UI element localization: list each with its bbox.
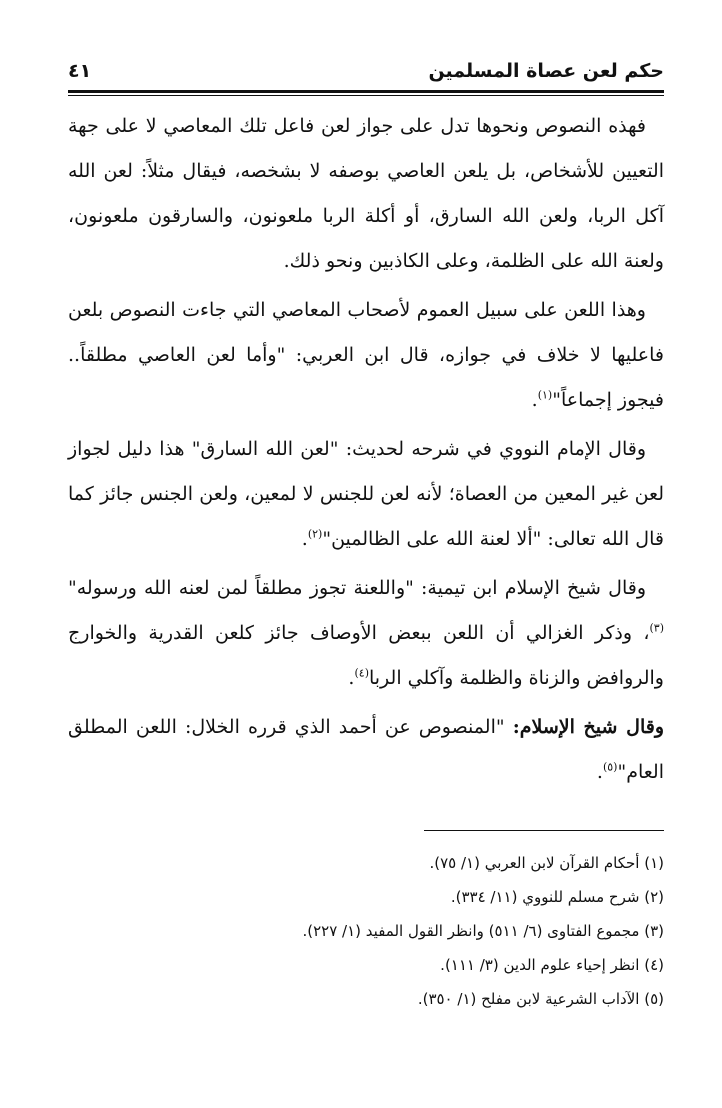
main-text [68, 104, 664, 799]
paragraph-5: وقال شيخ الإسلام: "المنصوص عن أحمد الذي قرره الخلال: اللعن المطلق العام"$^{(٥)}$. [68, 716, 664, 783]
footnote-ref-3[interactable]: (٣) [649, 621, 664, 635]
footnote-ref-1[interactable]: (١) [537, 388, 553, 402]
running-title: حكم لعن عصاة المسلمين [428, 60, 664, 82]
footnote-ref-2[interactable]: (٢) [307, 527, 323, 541]
paragraph-1: فهذه النصوص ونحوها تدل على جواز لعن فاعل تلك المعاصي لا على جهة التعيين للأشخاص، بل يلعن العاصي بوصفه لا بشخصه، فيقال مثلاً: لعن الله آكل الربا، ولعن الله السارق، أو أكلة الربا ملعونون، والسارقون ملعونون، ولعنة الله على الظلمة، وعلى الكاذبين ونحو ذلك. [68, 115, 664, 272]
footnote-2: (٢) شرح مسلم للنووي (١١/ ٣٣٤). [450, 888, 664, 906]
footnote-1: (١) أحكام القرآن لابن العربي (١/ ٧٥). [429, 854, 664, 872]
footnote-4: (٤) انظر إحياء علوم الدين (٣/ ١١١). [440, 956, 664, 974]
footnote-3: (٣) مجموع الفتاوى (٦/ ٥١١) وانظر القول المفيد (١/ ٢٢٧). [302, 922, 664, 940]
page-header [68, 58, 664, 92]
footnotes [68, 846, 664, 1016]
paragraph-4: وقال شيخ الإسلام ابن تيمية: "واللعنة تجوز مطلقاً لمن لعنه الله ورسوله"$^{(٣)}$، وذكر الغزالي أن اللعن ببعض الأوصاف جائز كلعن القدرية والخوارج والروافض والزناة والظلمة وآكلي الربا$^{(٤)}$. [68, 577, 664, 689]
footnote-separator [424, 830, 664, 831]
paragraph-2: وهذا اللعن على سبيل العموم لأصحاب المعاصي التي جاءت النصوص بلعن فاعليها لا خلاف في جوازه، قال ابن العربي: "وأما لعن العاصي مطلقاً.. فيجوز إجماعاً"$^{(١)}$. [68, 299, 664, 411]
paragraph-3: وقال الإمام النووي في شرحه لحديث: "لعن الله السارق" هذا دليل لجواز لعن غير المعين من العصاة؛ لأنه لعن للجنس لا لمعين، ولعن الجنس جائز كما قال الله تعالى: "ألا لعنة الله على الظالمين"$^{(٢)}$. [68, 438, 664, 550]
header-rule-thick [68, 90, 664, 93]
page-number: ٤١ [68, 60, 92, 82]
footnote-ref-5[interactable]: (٥) [602, 760, 618, 774]
header-rule-thin [68, 95, 664, 96]
paragraph-5-lead: وقال شيخ الإسلام: [512, 716, 664, 738]
footnote-ref-4[interactable]: (٤) [354, 666, 369, 680]
footnote-5: (٥) الآداب الشرعية لابن مفلح (١/ ٣٥٠). [417, 990, 664, 1008]
